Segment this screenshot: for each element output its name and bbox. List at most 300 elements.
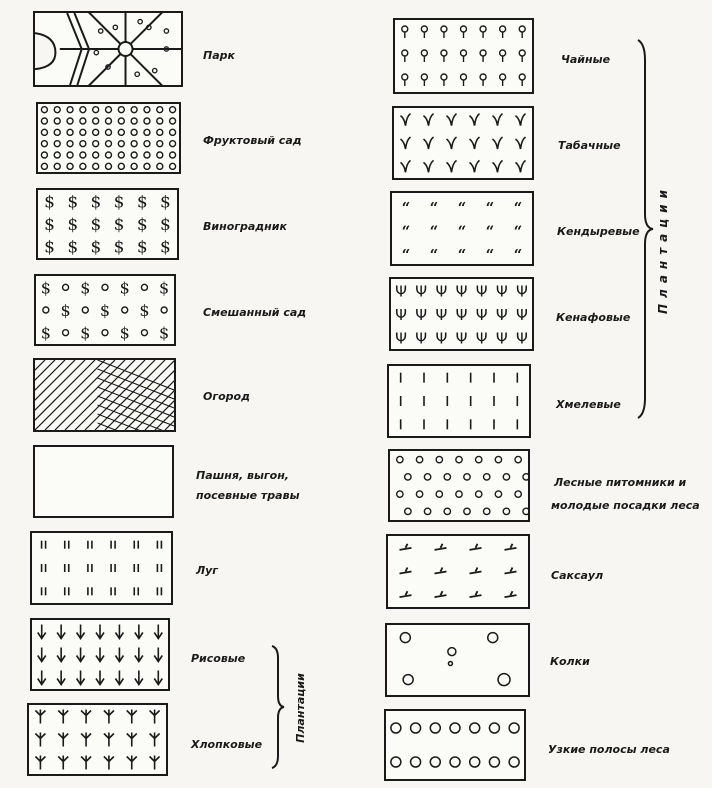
tobacco-glyph — [447, 114, 457, 126]
label-kolki: Колки — [550, 655, 590, 668]
tobacco-glyph — [470, 114, 480, 126]
forest-strip-tree — [391, 723, 401, 733]
forest-strip-tree — [470, 723, 480, 733]
forest-strip-tree — [509, 723, 519, 733]
symbol-arable — [33, 445, 174, 518]
nursery-seedling — [444, 474, 450, 480]
orchard-tree — [144, 141, 150, 147]
tea-bush — [500, 50, 506, 56]
nursery-seedling — [464, 474, 470, 480]
tea-bush — [519, 74, 525, 80]
tea-bush — [421, 26, 427, 32]
forest-strip-tree — [450, 757, 460, 767]
orchard-tree — [144, 118, 150, 124]
kendyr-glyph: “ — [485, 198, 495, 217]
orchard-tree — [118, 129, 124, 135]
orchard-tree — [157, 107, 163, 113]
vine-glyph: $ — [159, 278, 170, 298]
saxaul-glyph — [435, 591, 447, 597]
tea-bush — [402, 50, 408, 56]
kenaf-glyph: Ψ — [495, 329, 508, 348]
tobacco-glyph — [493, 137, 503, 149]
vegetable-garden-pattern — [35, 360, 174, 430]
tobacco-glyph — [401, 137, 411, 149]
vine-glyph: $ — [90, 192, 102, 213]
saxaul-glyph — [505, 568, 517, 574]
saxaul-glyph — [435, 568, 447, 574]
vine-glyph: $ — [40, 323, 51, 343]
cotton-glyph — [150, 710, 160, 724]
kenaf-glyph: Ψ — [455, 282, 468, 301]
vine-glyph: $ — [160, 215, 171, 235]
orchard-tree — [93, 152, 99, 158]
symbol-cotton — [27, 703, 168, 776]
nursery-seedling — [515, 456, 521, 462]
symbol-forest-strips — [384, 709, 526, 781]
cotton-glyph — [150, 733, 160, 747]
vine-glyph: $ — [40, 278, 51, 298]
symbol-hops — [387, 364, 531, 438]
forest-strip-tree — [411, 723, 421, 733]
cotton-glyph — [35, 756, 45, 770]
label-forest-strips: Узкие полосы леса — [548, 743, 670, 756]
kenaf-glyph: Ψ — [435, 306, 448, 324]
tobacco-glyph — [424, 137, 434, 149]
orchard-tree — [54, 152, 60, 158]
cotton-glyph — [150, 756, 160, 770]
symbol-vegetable-garden — [33, 358, 176, 432]
tea-bush — [461, 74, 467, 80]
vine-glyph: $ — [67, 237, 79, 258]
label-nursery-2: молодые посадки леса — [551, 499, 700, 512]
symbol-kendyr — [390, 191, 534, 266]
kenaf-glyph: Ψ — [475, 306, 488, 324]
forest-strip-tree — [509, 757, 519, 767]
kenaf-glyph: Ψ — [455, 306, 468, 324]
tobacco-glyph — [516, 114, 526, 126]
orchard-tree — [54, 163, 60, 169]
nursery-seedling — [523, 474, 528, 480]
kenaf-glyph: Ψ — [395, 329, 407, 348]
rice-pattern — [32, 620, 168, 689]
orchard-tree — [118, 141, 124, 147]
tea-bush — [519, 26, 525, 32]
vine-glyph: $ — [44, 192, 55, 213]
cotton-glyph — [127, 733, 137, 747]
kenaf-glyph: Ψ — [455, 329, 468, 348]
orchard-tree — [82, 307, 88, 313]
tea-bush — [421, 50, 427, 56]
orchard-tree — [106, 141, 112, 147]
vine-glyph: $ — [136, 215, 148, 235]
nursery-seedling — [523, 508, 528, 514]
nursery-seedling — [503, 474, 509, 480]
kenaf-glyph: Ψ — [475, 329, 488, 348]
orchard-tree — [157, 118, 163, 124]
orchard-tree — [141, 284, 147, 290]
orchard-tree — [93, 118, 99, 124]
vine-glyph: $ — [113, 192, 125, 213]
orchard-tree — [93, 129, 99, 135]
tea-bush — [402, 26, 408, 32]
tea-bush — [500, 74, 506, 80]
orchard-tree — [67, 152, 73, 158]
orchard-tree — [106, 107, 112, 113]
orchard-tree — [170, 152, 176, 158]
orchard-tree — [170, 129, 176, 135]
nursery-seedling — [464, 508, 470, 514]
label-arable-1: Пашня, выгон, — [196, 469, 289, 482]
orchard-tree — [80, 107, 86, 113]
saxaul-glyph — [400, 568, 412, 574]
orchard-tree — [131, 107, 137, 113]
label-nursery-1: Лесные питомники и — [554, 476, 687, 489]
kendyr-glyph: “ — [457, 246, 467, 264]
forest-strip-tree — [489, 723, 499, 733]
kendyr-glyph: “ — [513, 246, 523, 264]
orchard-tree — [170, 163, 176, 169]
forest-strip-tree — [411, 757, 421, 767]
orchard-tree — [157, 152, 163, 158]
nursery-seedling — [476, 456, 482, 462]
tea-bush — [500, 26, 506, 32]
nursery-seedling — [397, 491, 403, 497]
orchard-tree — [93, 107, 99, 113]
symbol-rice — [30, 618, 170, 691]
symbol-vineyard — [36, 188, 179, 260]
orchard-tree — [80, 141, 86, 147]
forest-strip-tree — [450, 723, 460, 733]
nursery-seedling — [444, 508, 450, 514]
forest-strip-tree — [470, 757, 480, 767]
orchard-tree — [144, 107, 150, 113]
orchard-tree — [131, 141, 137, 147]
hops-pattern — [389, 366, 529, 436]
tobacco-glyph — [447, 137, 457, 149]
cotton-glyph — [127, 756, 137, 770]
orchard-tree — [43, 307, 49, 313]
cotton-glyph — [81, 756, 91, 770]
kolki-grove — [400, 633, 410, 643]
vine-glyph: $ — [113, 215, 125, 235]
orchard-tree — [67, 118, 73, 124]
orchard-tree — [67, 129, 73, 135]
cotton-glyph — [81, 710, 91, 724]
park-tree — [153, 68, 157, 72]
orchard-tree — [80, 129, 86, 135]
orchard-tree — [41, 107, 47, 113]
orchard-tree — [144, 129, 150, 135]
nursery-seedling — [416, 456, 422, 462]
nursery-seedling — [424, 474, 430, 480]
label-arable-2: посевные травы — [196, 489, 300, 502]
nursery-seedling — [503, 508, 509, 514]
hatch-line — [98, 396, 174, 426]
cotton-glyph — [35, 710, 45, 724]
orchard-tree — [54, 141, 60, 147]
orchard-tree — [41, 118, 47, 124]
kendyr-glyph: “ — [485, 246, 495, 264]
orchard-tree — [54, 118, 60, 124]
orchard-tree — [161, 307, 167, 313]
tobacco-glyph — [401, 160, 411, 172]
hatch-line — [98, 369, 174, 399]
mixed-garden-pattern — [36, 276, 174, 344]
forest-strip-tree — [430, 757, 440, 767]
orchard-tree — [106, 129, 112, 135]
group-brace-left — [266, 644, 286, 770]
kenaf-glyph: Ψ — [495, 306, 508, 324]
forest-strip-tree — [489, 757, 499, 767]
meadow-pattern — [32, 533, 171, 603]
vine-glyph: $ — [136, 237, 148, 258]
kenaf-glyph: Ψ — [475, 282, 488, 301]
cotton-glyph — [58, 733, 68, 747]
orchard-tree — [106, 163, 112, 169]
saxaul-pattern — [388, 536, 528, 607]
kendyr-glyph: “ — [429, 246, 439, 264]
saxaul-glyph — [470, 591, 482, 597]
kendyr-glyph: “ — [429, 222, 439, 241]
symbol-tobacco — [392, 106, 534, 180]
vine-glyph: $ — [80, 323, 91, 343]
vine-glyph: $ — [113, 237, 125, 258]
label-rice: Рисовые — [191, 652, 246, 665]
tea-bush — [441, 74, 447, 80]
tobacco-glyph — [516, 160, 526, 172]
kenaf-glyph: Ψ — [395, 306, 407, 324]
nursery-seedling — [405, 474, 411, 480]
orchard-tree — [118, 152, 124, 158]
saxaul-glyph — [470, 568, 482, 574]
orchard-tree — [80, 118, 86, 124]
forest-strip-tree — [391, 757, 401, 767]
orchard-tree — [102, 284, 108, 290]
orchard-tree — [80, 152, 86, 158]
arable-pattern — [35, 447, 172, 516]
orchard-pattern — [38, 104, 179, 172]
saxaul-glyph — [505, 544, 517, 550]
orchard-tree — [157, 163, 163, 169]
park-tree — [113, 25, 117, 29]
tea-bush — [461, 26, 467, 32]
tea-pattern — [395, 20, 532, 92]
cotton-glyph — [104, 733, 114, 747]
orchard-tree — [54, 129, 60, 135]
kendyr-glyph: “ — [513, 222, 523, 241]
orchard-tree — [144, 163, 150, 169]
group-label-left: Плантации — [294, 673, 307, 743]
kenaf-glyph: Ψ — [415, 306, 428, 324]
vine-glyph: $ — [119, 278, 130, 298]
group-brace-right — [632, 38, 656, 420]
kendyr-glyph: “ — [401, 246, 411, 264]
park-tree — [135, 72, 139, 76]
tobacco-glyph — [493, 114, 503, 126]
nursery-seedling — [456, 491, 462, 497]
label-kenaf: Кенафовые — [556, 311, 631, 324]
kenaf-glyph: Ψ — [516, 282, 528, 301]
nursery-seedling — [416, 491, 422, 497]
tea-bush — [480, 74, 486, 80]
hatch-line — [85, 360, 155, 430]
vine-glyph: $ — [67, 192, 79, 213]
orchard-tree — [170, 141, 176, 147]
vine-glyph: $ — [136, 192, 148, 213]
saxaul-glyph — [470, 544, 482, 550]
nursery-seedling — [495, 491, 501, 497]
label-hops: Хмелевые — [556, 398, 621, 411]
orchard-tree — [41, 141, 47, 147]
nursery-seedling — [405, 508, 411, 514]
hatch-line — [35, 360, 105, 430]
label-vegetable-garden: Огород — [203, 390, 250, 403]
orchard-tree — [157, 141, 163, 147]
tobacco-glyph — [493, 160, 503, 172]
kendyr-glyph: “ — [429, 198, 439, 217]
kolki-grove — [448, 662, 452, 666]
orchard-tree — [93, 163, 99, 169]
kendyr-glyph: “ — [485, 222, 495, 241]
vine-glyph: $ — [119, 323, 130, 343]
label-cotton: Хлопковые — [191, 738, 263, 751]
kolki-pattern — [387, 625, 528, 695]
label-tea: Чайные — [561, 53, 611, 66]
group-label-right: Плантации — [656, 184, 670, 314]
tea-bush — [519, 50, 525, 56]
nursery-seedling — [476, 491, 482, 497]
label-meadow: Луг — [196, 564, 219, 577]
orchard-tree — [141, 330, 147, 336]
symbol-kolki — [385, 623, 530, 697]
tobacco-glyph — [470, 160, 480, 172]
orchard-tree — [131, 129, 137, 135]
kendyr-pattern — [392, 193, 532, 264]
orchard-tree — [67, 163, 73, 169]
tobacco-glyph — [447, 160, 457, 172]
nursery-seedling — [436, 456, 442, 462]
cotton-glyph — [104, 756, 114, 770]
tobacco-glyph — [424, 160, 434, 172]
kendyr-glyph: “ — [401, 222, 411, 241]
tobacco-glyph — [424, 114, 434, 126]
label-saxaul: Саксаул — [551, 569, 604, 582]
cotton-glyph — [81, 733, 91, 747]
orchard-tree — [63, 330, 69, 336]
hatch-line — [95, 360, 165, 430]
tea-bush — [441, 50, 447, 56]
cotton-glyph — [127, 710, 137, 724]
orchard-tree — [118, 163, 124, 169]
park-circle — [119, 42, 133, 56]
symbol-nursery — [388, 449, 530, 522]
park-notch — [35, 33, 55, 69]
orchard-tree — [41, 152, 47, 158]
saxaul-glyph — [435, 544, 447, 550]
cotton-glyph — [58, 756, 68, 770]
kendyr-glyph: “ — [513, 198, 523, 217]
nursery-seedling — [456, 456, 462, 462]
symbol-park — [33, 11, 183, 87]
orchard-tree — [80, 163, 86, 169]
hatch-line — [55, 360, 125, 430]
tobacco-glyph — [401, 114, 411, 126]
vine-glyph: $ — [80, 278, 91, 298]
tea-bush — [480, 26, 486, 32]
forest-strip-tree — [430, 723, 440, 733]
vine-glyph: $ — [90, 215, 102, 235]
vine-glyph: $ — [160, 237, 171, 258]
symbol-tea — [393, 18, 534, 94]
nursery-seedling — [495, 456, 501, 462]
symbol-orchard — [36, 102, 181, 174]
orchard-tree — [67, 141, 73, 147]
cotton-glyph — [104, 710, 114, 724]
label-park: Парк — [203, 49, 235, 62]
orchard-tree — [122, 307, 128, 313]
nursery-seedling — [436, 491, 442, 497]
kenaf-glyph: Ψ — [435, 282, 448, 301]
saxaul-glyph — [505, 591, 517, 597]
vineyard-pattern — [38, 190, 177, 258]
kenaf-glyph: Ψ — [435, 329, 448, 348]
orchard-tree — [118, 107, 124, 113]
label-vineyard: Виноградник — [203, 220, 287, 233]
kenaf-glyph: Ψ — [395, 282, 407, 301]
park-alley — [126, 13, 172, 49]
park-tree — [99, 29, 103, 33]
vine-glyph: $ — [90, 237, 102, 258]
kolki-grove — [498, 674, 510, 686]
label-orchard: Фруктовый сад — [203, 134, 302, 147]
park-alley — [126, 49, 172, 85]
kenaf-glyph: Ψ — [516, 306, 528, 324]
vine-glyph: $ — [44, 237, 55, 258]
orchard-tree — [170, 118, 176, 124]
label-mixed-garden: Смешанный сад — [203, 306, 307, 319]
orchard-tree — [144, 152, 150, 158]
kolki-grove — [403, 675, 413, 685]
orchard-tree — [131, 152, 137, 158]
kolki-grove — [448, 648, 456, 656]
kendyr-glyph: “ — [401, 198, 411, 217]
tobacco-pattern — [394, 108, 532, 178]
cotton-glyph — [35, 733, 45, 747]
kenaf-glyph: Ψ — [516, 329, 528, 348]
orchard-tree — [131, 163, 137, 169]
vine-glyph: $ — [60, 301, 71, 320]
park-alley — [79, 49, 125, 85]
nursery-seedling — [397, 456, 403, 462]
cotton-glyph — [58, 710, 68, 724]
hatch-line — [45, 360, 115, 430]
orchard-tree — [41, 163, 47, 169]
label-tobacco: Табачные — [558, 139, 621, 152]
vine-glyph: $ — [67, 215, 79, 235]
kendyr-glyph: “ — [457, 222, 467, 241]
symbol-kenaf — [389, 277, 534, 351]
vine-glyph: $ — [139, 301, 150, 320]
orchard-tree — [63, 284, 69, 290]
forest-strips-pattern — [386, 711, 524, 779]
orchard-tree — [170, 107, 176, 113]
tea-bush — [402, 74, 408, 80]
orchard-tree — [106, 118, 112, 124]
tobacco-glyph — [516, 137, 526, 149]
orchard-tree — [157, 129, 163, 135]
nursery-seedling — [424, 508, 430, 514]
cotton-pattern — [29, 705, 166, 774]
